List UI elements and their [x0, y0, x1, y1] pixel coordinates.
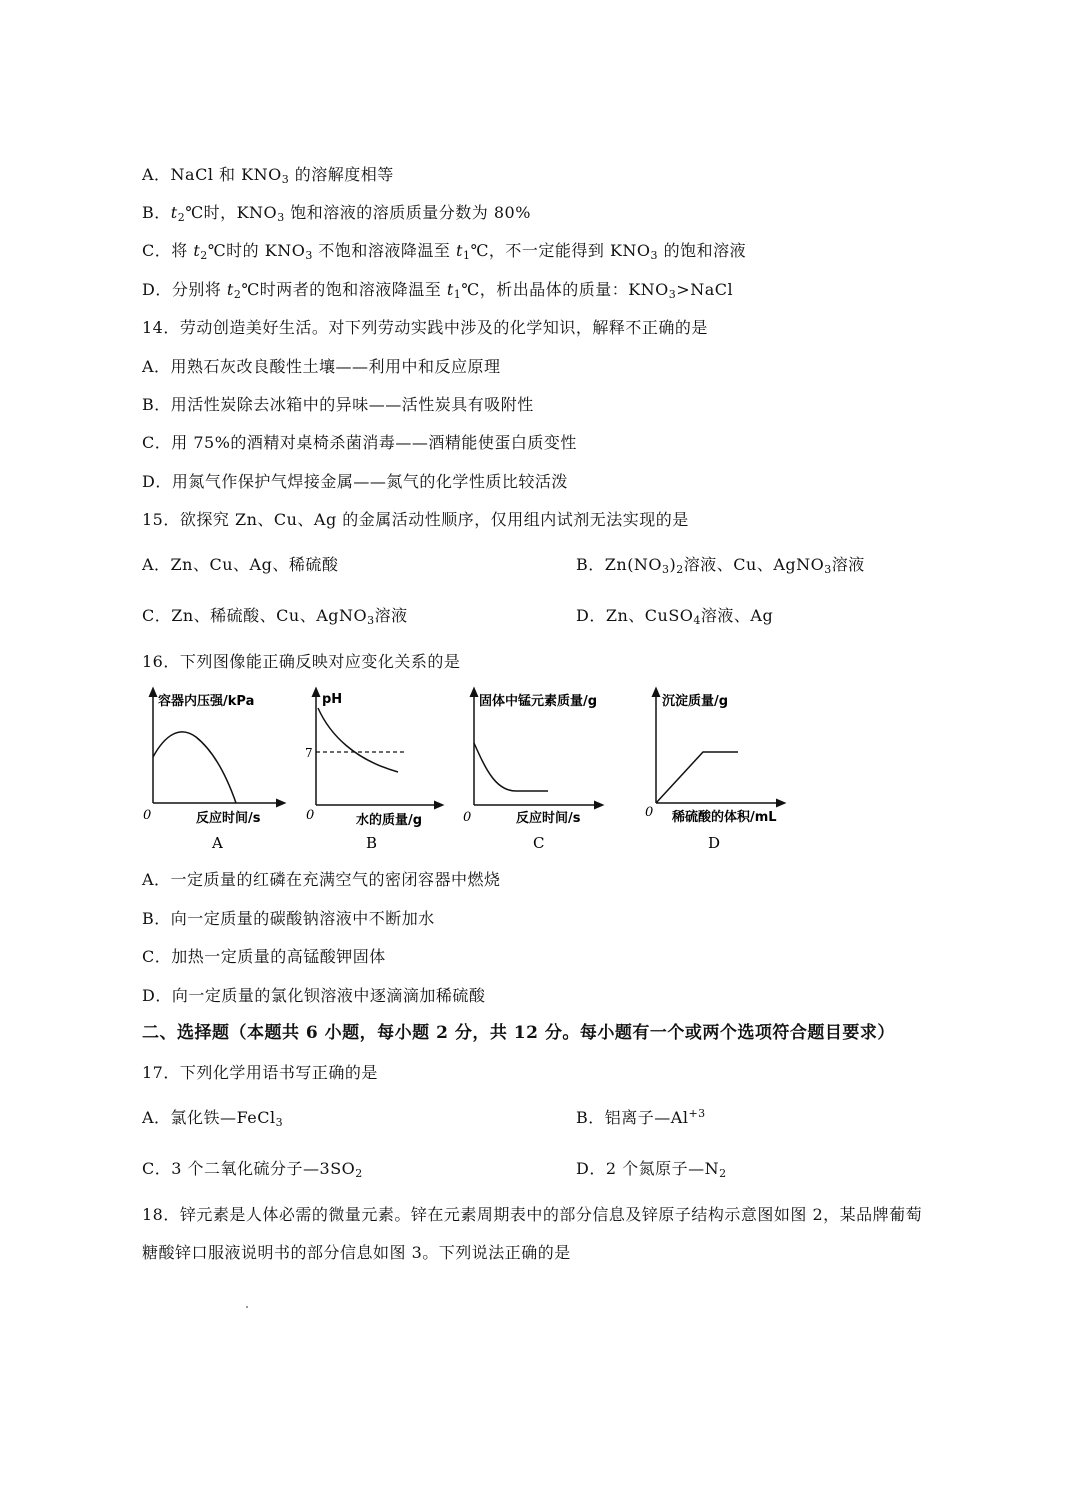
q17-option-d: D．2 个氮原子$—N_2$ [576, 1159, 727, 1180]
q15-option-d: D．Zn、CuSO$_4$溶液、Ag [576, 606, 774, 627]
graph-b-ytick-7: 7 [305, 746, 313, 760]
graph-a-ylabel: 容器内压强/kPa [158, 694, 255, 709]
graph-d [645, 691, 782, 852]
q16-option-a: A．一定质量的红磷在充满空气的密闭容器中燃烧 [142, 870, 501, 889]
q14-option-b: B．用活性炭除去冰箱中的异味——活性炭具有吸附性 [142, 395, 534, 414]
q18-stem-line-2: 糖酸锌口服液说明书的部分信息如图 3。下列说法正确的是 [142, 1243, 571, 1262]
graph-a-curve [153, 732, 236, 803]
q14-option-d: D．用氮气作保护气焊接金属——氮气的化学性质比较活泼 [142, 472, 568, 491]
q16-stem: 16．下列图像能正确反映对应变化关系的是 [142, 652, 461, 671]
q13-option-d: D．分别将 $t_2℃$时两者的饱和溶液降温至 $t_1℃$，析出晶体的质量：$KNO_3>NaCl$ [142, 280, 734, 301]
graph-c-ylabel: 固体中锰元素质量/g [479, 694, 598, 709]
q13-option-c: C．将 $t_2℃$时的 $KNO_3$ 不饱和溶液降温至 $t_1℃$，不一定能得到 $KNO_3$ 的饱和溶液 [142, 241, 747, 262]
graph-a-caption: A [212, 834, 223, 852]
q17-option-a: A．氯化铁—FeCl$_3$ [142, 1108, 284, 1129]
q14-option-a: A．用熟石灰改良酸性土壤——利用中和反应原理 [142, 357, 501, 376]
graph-d-caption: D [708, 834, 721, 852]
graph-a-origin: 0 [143, 808, 152, 823]
graph-d-curve [656, 752, 738, 803]
q14-stem: 14．劳动创造美好生活。对下列劳动实践中涉及的化学知识，解释不正确的是 [142, 318, 708, 337]
graph-c-caption: C [533, 834, 545, 852]
graph-b-curve [318, 708, 398, 772]
q17-stem: 17．下列化学用语书写正确的是 [142, 1063, 378, 1082]
q15-option-c: C．Zn、稀硫酸、Cu、AgNO$_3$溶液 [142, 606, 408, 627]
q17-option-b: B．铝离子$—Al^{+3}$ [576, 1107, 706, 1127]
graph-d-ylabel: 沉淀质量/g [662, 694, 729, 709]
graph-c-xlabel: 反应时间/s [516, 811, 581, 826]
graph-a-xlabel: 反应时间/s [196, 811, 261, 826]
graph-d-origin: 0 [645, 805, 654, 820]
graph-c [463, 691, 600, 852]
q15-stem: 15．欲探究 Zn、Cu、Ag 的金属活动性顺序，仅用组内试剂无法实现的是 [142, 510, 689, 529]
q16-graphs [0, 685, 1080, 860]
graph-b-xlabel: 水的质量/g [356, 813, 423, 828]
graph-b-caption: B [366, 834, 378, 852]
graph-b [305, 691, 440, 852]
scan-speck [246, 1306, 248, 1308]
q18-stem-line-1: 18．锌元素是人体必需的微量元素。锌在元素周期表中的部分信息及锌原子结构示意图如图 2，某品牌葡萄 [142, 1205, 923, 1224]
graph-a [143, 691, 282, 852]
q15-option-a: A．Zn、Cu、Ag、稀硫酸 [142, 555, 339, 574]
q13-option-a: A．NaCl 和 $KNO_3$ 的溶解度相等 [142, 165, 394, 186]
q16-option-c: C．加热一定质量的高锰酸钾固体 [142, 947, 386, 966]
section-2-heading: 二、选择题（本题共 6 小题，每小题 2 分，共 12 分。每小题有一个或两个选项符合题目要求） [142, 1023, 895, 1043]
q16-option-d: D．向一定质量的氯化钡溶液中逐滴滴加稀硫酸 [142, 986, 486, 1005]
q17-option-c: C．3 个二氧化硫分子$—3SO_2$ [142, 1159, 363, 1180]
graph-c-origin: 0 [463, 810, 472, 825]
graph-b-ylabel: pH [322, 692, 343, 707]
q14-option-c: C．用 75%的酒精对桌椅杀菌消毒——酒精能使蛋白质变性 [142, 433, 577, 452]
q13-option-b: B．$t_2℃$时，$KNO_3$ 饱和溶液的溶质质量分数为 80% [142, 203, 531, 224]
graph-d-xlabel: 稀硫酸的体积/mL [672, 810, 777, 825]
q16-option-b: B．向一定质量的碳酸钠溶液中不断加水 [142, 909, 435, 928]
graph-b-origin: 0 [306, 808, 315, 823]
graph-c-curve [474, 743, 548, 791]
q15-option-b: B．$Zn(NO_3)_2$溶液、Cu、AgNO$_3$溶液 [576, 555, 865, 576]
